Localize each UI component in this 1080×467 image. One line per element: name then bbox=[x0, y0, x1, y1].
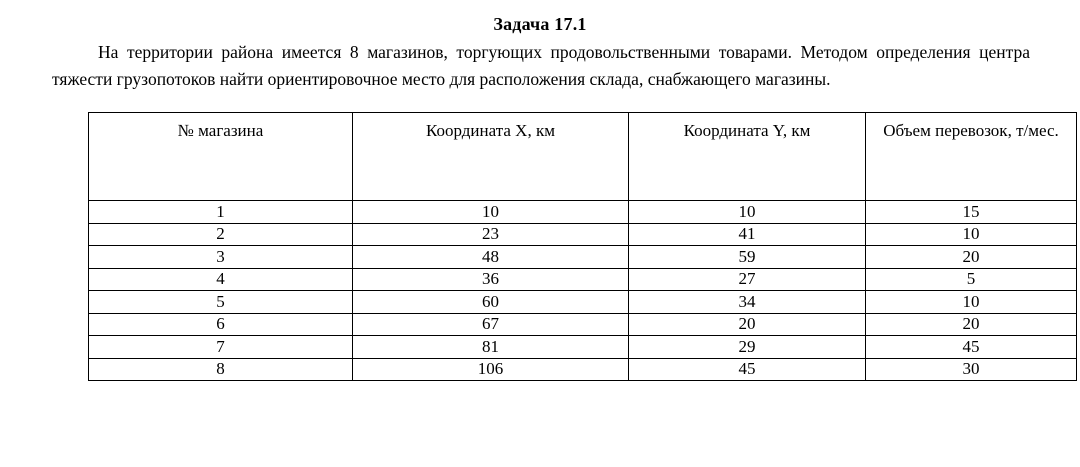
table-row bbox=[89, 201, 1077, 224]
cell-coordinate-y: 29 bbox=[629, 336, 866, 359]
cell-coordinate-x: 60 bbox=[353, 291, 629, 314]
cell-shop-number: 4 bbox=[89, 268, 353, 291]
cell-coordinate-y: 27 bbox=[629, 268, 866, 291]
column-header-coordinate-y: Координата Y, км bbox=[629, 113, 866, 201]
cell-volume: 10 bbox=[866, 223, 1077, 246]
cell-coordinate-y: 20 bbox=[629, 313, 866, 336]
table-row bbox=[89, 246, 1077, 269]
cell-volume: 15 bbox=[866, 201, 1077, 224]
column-header-shop-number: № магазина bbox=[89, 113, 353, 201]
table-header bbox=[89, 113, 1077, 201]
table-body bbox=[89, 201, 1077, 381]
cell-volume: 10 bbox=[866, 291, 1077, 314]
cell-volume: 45 bbox=[866, 336, 1077, 359]
cell-volume: 20 bbox=[866, 313, 1077, 336]
cell-coordinate-x: 106 bbox=[353, 358, 629, 381]
cell-shop-number: 2 bbox=[89, 223, 353, 246]
cell-coordinate-y: 10 bbox=[629, 201, 866, 224]
cell-coordinate-x: 23 bbox=[353, 223, 629, 246]
problem-statement: На территории района имеется 8 магазинов, торгующих продовольственными товарами. Методом определения центра тяжести грузопотоков найти ориентировочное место для расположения склада, снабжающего магазины. bbox=[52, 42, 1030, 89]
cell-coordinate-x: 67 bbox=[353, 313, 629, 336]
cell-volume: 5 bbox=[866, 268, 1077, 291]
cell-shop-number: 5 bbox=[89, 291, 353, 314]
cell-shop-number: 8 bbox=[89, 358, 353, 381]
cell-coordinate-x: 48 bbox=[353, 246, 629, 269]
column-header-coordinate-x: Координата X, км bbox=[353, 113, 629, 201]
cell-coordinate-y: 45 bbox=[629, 358, 866, 381]
cell-coordinate-y: 41 bbox=[629, 223, 866, 246]
cell-shop-number: 6 bbox=[89, 313, 353, 336]
cell-volume: 20 bbox=[866, 246, 1077, 269]
table-header-row bbox=[89, 113, 1077, 201]
table-row bbox=[89, 336, 1077, 359]
shops-data-table bbox=[88, 112, 1077, 381]
cell-shop-number: 7 bbox=[89, 336, 353, 359]
data-table-container bbox=[48, 112, 1059, 381]
cell-coordinate-x: 36 bbox=[353, 268, 629, 291]
column-header-volume: Объем перевозок, т/мес. bbox=[866, 113, 1077, 201]
clipped-next-heading bbox=[0, 455, 1080, 467]
table-row bbox=[89, 358, 1077, 381]
table-row bbox=[89, 268, 1077, 291]
page-title: Задача 17.1 bbox=[493, 14, 587, 34]
cell-coordinate-x: 10 bbox=[353, 201, 629, 224]
cell-shop-number: 1 bbox=[89, 201, 353, 224]
cell-coordinate-x: 81 bbox=[353, 336, 629, 359]
cell-volume: 30 bbox=[866, 358, 1077, 381]
table-row bbox=[89, 291, 1077, 314]
cell-shop-number: 3 bbox=[89, 246, 353, 269]
table-row bbox=[89, 313, 1077, 336]
cell-coordinate-y: 34 bbox=[629, 291, 866, 314]
table-row bbox=[89, 223, 1077, 246]
cell-coordinate-y: 59 bbox=[629, 246, 866, 269]
